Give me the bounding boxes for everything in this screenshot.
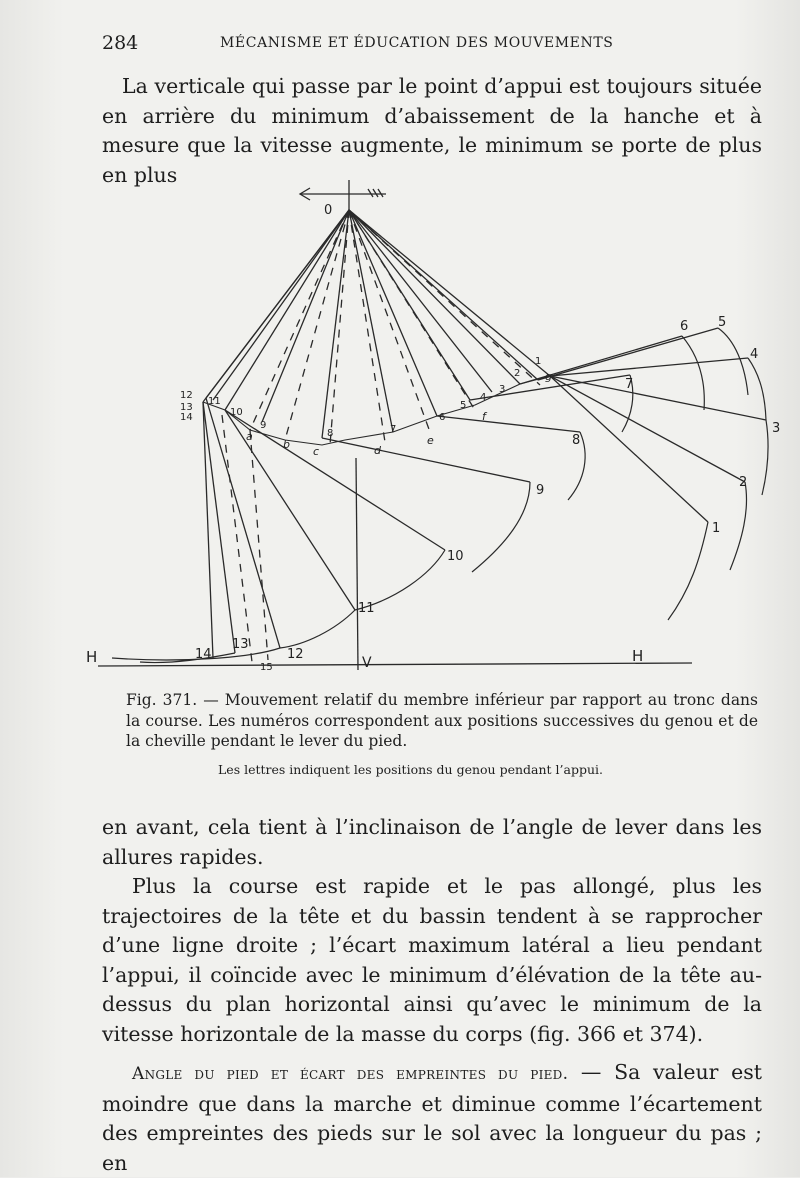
ankle-number-label: 12 (180, 390, 193, 401)
thigh-lines (203, 210, 550, 438)
section-heading: Angle du pied et écart des empreintes du pied. (132, 1064, 569, 1084)
knee-number-label: 4 (750, 347, 759, 362)
knee-number-label: 1 (712, 521, 721, 536)
ankle-number-label: 15 (260, 662, 273, 673)
section-body: — Sa valeur est moindre que dans la marche et diminue comme l’écartement des empreintes des pieds sur le sol avec la longueur du pas ; en (102, 1060, 762, 1175)
ankle-number-label: 9 (260, 420, 267, 431)
paragraph-1: La verticale qui passe par le point d’appui est toujours située en arrière du minimum d’abaissement de la hanche et à mesure que la vitesse augmente, le minimum se porte de plus en plus (102, 74, 762, 187)
knee-letter-label: a (246, 430, 253, 443)
knee-number-label: 7 (625, 377, 634, 392)
ankle-number-label: 4 (480, 392, 487, 403)
vertical-line (356, 458, 358, 670)
ankle-number-label: 10 (230, 407, 243, 418)
knee-number-label: 14 (195, 647, 212, 662)
ankle-number-label: 5 (460, 400, 467, 411)
knee-number-label: 8 (572, 433, 581, 448)
figure-subcaption: Les lettres indiquent les positions du genou pendant l’appui. (218, 762, 603, 777)
paragraph-2: en avant, cela tient à l’inclinaison de l’angle de lever dans les allures rapides. (102, 815, 762, 869)
knee-number-label: 13 (232, 637, 249, 652)
knee-number-label: 6 (680, 319, 689, 334)
page-number: 284 (102, 32, 139, 54)
knee-letter-label: d (374, 444, 381, 457)
knee-letter-label: c (313, 445, 320, 458)
figure-caption: Fig. 371. — Mouvement relatif du membre inférieur par rapport au tronc dans la course. Les numéros correspondent aux positions successives du genou et de la cheville pendant le lever du pied. (126, 691, 758, 750)
page-header (102, 32, 752, 56)
knee-number-label: 10 (447, 549, 464, 564)
paragraph-4 (102, 1058, 762, 1178)
knee-number-label: 2 (739, 475, 748, 490)
knee-number-label: 11 (358, 601, 375, 616)
ankle-number-label: 8 (327, 428, 334, 439)
knee-number-label: 5 (718, 315, 727, 330)
ankle-arcs (112, 328, 768, 663)
knee-letter-label: e (427, 434, 434, 447)
thigh-lines-support (250, 210, 540, 445)
label-origin: 0 (324, 203, 333, 218)
ground-line (98, 663, 692, 666)
knee-letter-label: g (545, 370, 552, 383)
label-h-right: H (632, 647, 644, 665)
ankle-number-label: 3 (499, 384, 506, 395)
label-v: V (362, 655, 372, 671)
label-h-left: H (86, 648, 98, 666)
shank-lines (203, 328, 766, 658)
knee-letter-label: f (482, 410, 486, 423)
ankle-number-label: 2 (514, 368, 521, 379)
ankle-number-label: 11 (208, 396, 221, 407)
figure-371-diagram (0, 170, 800, 680)
knee-number-label: 3 (772, 421, 781, 436)
ankle-number-label: 1 (535, 356, 542, 367)
paragraph-3: Plus la course est rapide et le pas allongé, plus les trajectoires de la tête et du bassin tendent à se rapprocher d’une ligne droite ; l’écart maximum latéral a lieu pendant l’appui, il coïncide avec le minimum d’élévation de la tête au-dessus du plan horizontal ainsi qu’avec le minimum de la vitesse horizontale de la masse du corps (fig. 366 et 374). (102, 874, 762, 1046)
knee-letter-label: b (283, 438, 290, 451)
knee-number-label: 12 (287, 647, 304, 662)
knee-trajectory (203, 376, 550, 445)
ankle-number-label: 14 (180, 412, 193, 423)
knee-number-label: 9 (536, 483, 545, 498)
ankle-number-label: 6 (439, 412, 446, 423)
ankle-number-label: 7 (390, 424, 397, 435)
ankle-number-label: 13 (180, 402, 193, 413)
running-title: MÉCANISME ET ÉDUCATION DES MOUVEMENTS (220, 35, 614, 51)
